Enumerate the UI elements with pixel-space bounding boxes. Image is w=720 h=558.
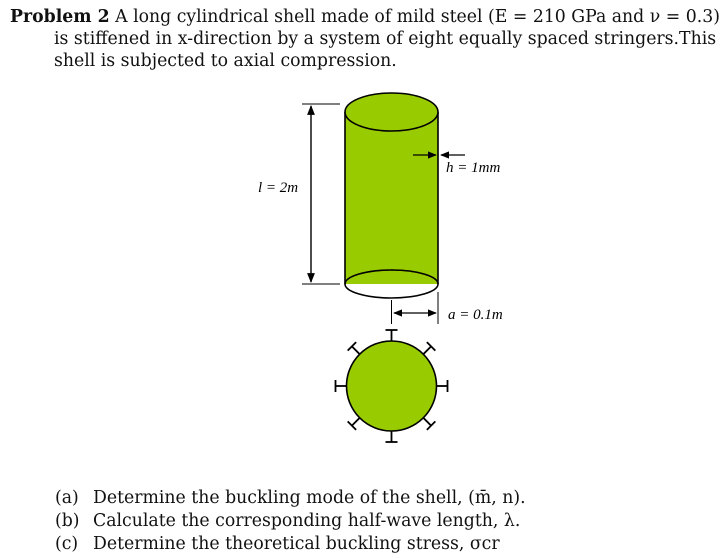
stringer-web (352, 418, 360, 426)
cylinder-body (345, 112, 438, 284)
length-label: l = 2m (258, 180, 299, 196)
question-a-label: (a) (55, 488, 79, 508)
question-b-text: Calculate the corresponding half-wave length, λ. (93, 511, 521, 531)
question-b-label: (b) (55, 511, 80, 531)
thickness-label: h = 1mm (446, 160, 501, 176)
statement-text-3: shell is subjected to axial compression. (54, 51, 397, 71)
question-c-text: Determine the theoretical buckling stress, σcr (93, 534, 500, 554)
problem-label: Problem 2 (10, 7, 110, 27)
statement-text-2: is stiffened in x-direction by a system of eight equally spaced stringers. (54, 29, 680, 49)
cross-section-circle (347, 341, 437, 431)
question-b (55, 510, 526, 533)
question-a-text: Determine the buckling mode of the shell, (m̄, n). (93, 488, 526, 508)
stringer-web (423, 346, 431, 354)
cylinder-top-ellipse (345, 93, 438, 131)
statement-text-1: A long cylindrical shell made of mild steel (E = 210 GPa and ν = 0.3) (115, 7, 720, 27)
statement-text-2-end: This (679, 29, 717, 49)
question-c (55, 533, 526, 556)
length-dimension (258, 104, 340, 284)
cylinder (345, 93, 438, 298)
question-list (55, 487, 526, 556)
question-c-label: (c) (55, 534, 79, 554)
question-a (55, 487, 526, 510)
radius-label: a = 0.1m (448, 307, 503, 323)
stringer-web (423, 418, 431, 426)
stringer-web (352, 346, 360, 354)
cross-section (336, 330, 448, 442)
